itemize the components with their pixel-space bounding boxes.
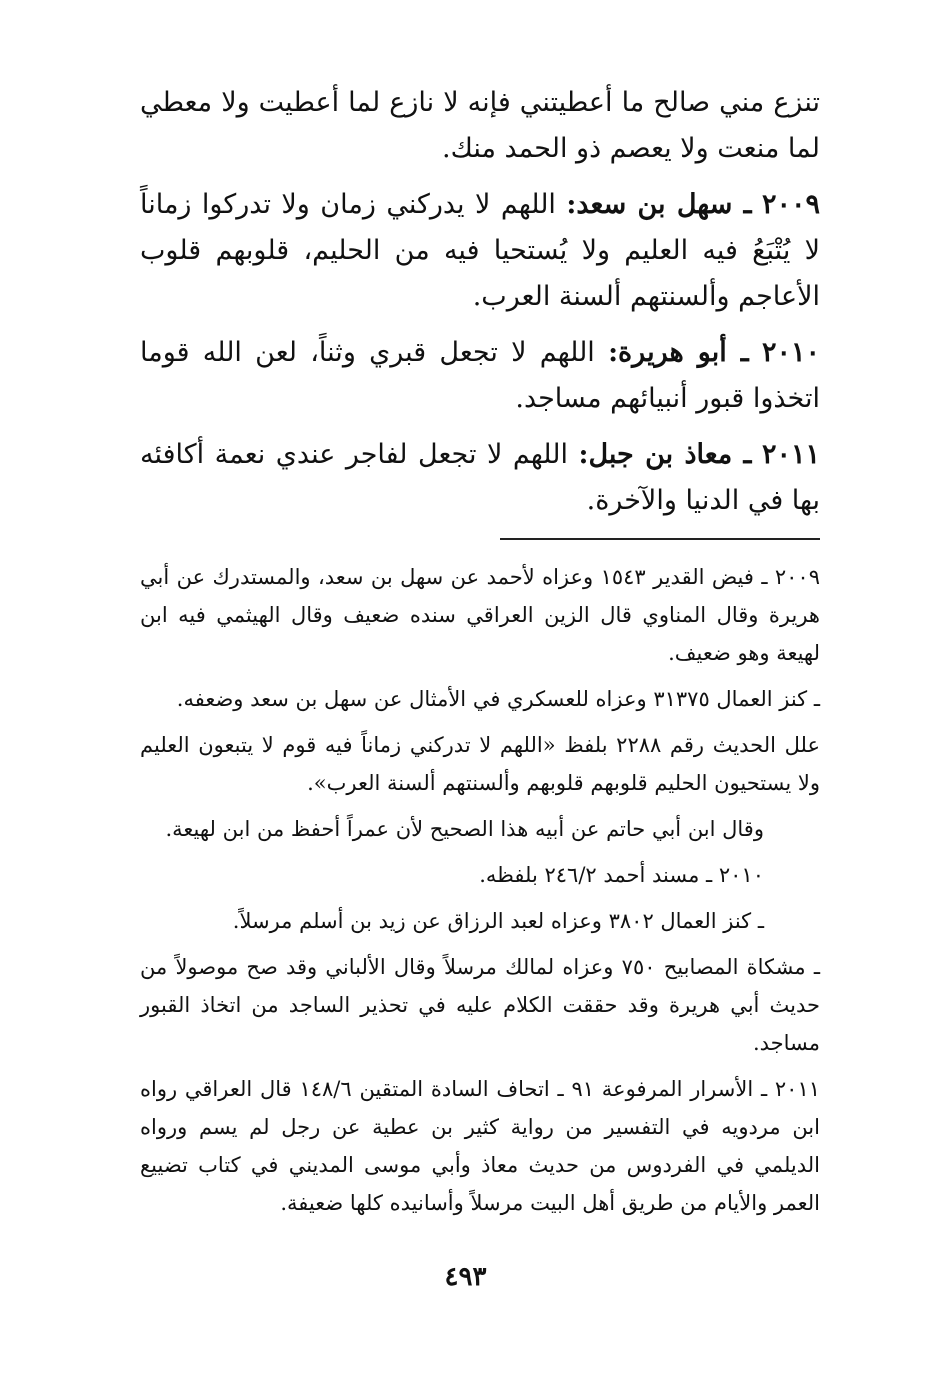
footnote: ٢٠٠٩ ـ فيض القدير ١٥٤٣ وعزاه لأحمد عن سهل بن سعد، والمستدرك عن أبي هريرة وقال المناوي قال الزين العراقي سنده ضعيف وقال الهيثمي فيه ابن لهيعة وهو ضعيف. (140, 565, 820, 665)
footnote: ٢٠١١ ـ الأسرار المرفوعة ٩١ ـ اتحاف السادة المتقين ١٤٨/٦ قال العراقي رواه ابن مردويه في التفسير من رواية كثير بن عطية عن رجل لم يسم ورواه الديلمي في الفردوس من حديث معاذ وأبي موسى المديني في كتاب تضييع العمر والأيام من طريق أهل البيت مرسلاً وأسانيده كلها ضعيفة. (140, 1077, 821, 1215)
footnote: ـ كنز العمال ٣١٣٧٥ وعزاه للعسكري في الأمثال عن سهل بن سعد وضعفه. (176, 687, 820, 711)
footnote: ٢٠١٠ ـ مسند أحمد ٢٤٦/٢ بلفظه. (479, 863, 764, 887)
narrator-name: ـ أبو هريرة: (608, 337, 749, 368)
hadith-text: اللهم لا تجعل قبري وثناً، لعن الله قوما اتخذوا قبور أنبيائهم مساجد. (140, 337, 820, 414)
hadith-number: ٢٠١١ (761, 439, 820, 470)
footnote: وقال ابن أبي حاتم عن أبيه هذا الصحيح لأن عمراً أحفظ من ابن لهيعة. (165, 817, 764, 841)
hadith-2010 (140, 330, 820, 422)
main-text: تنزع مني صالح ما أعطيتني فإنه لا نازع لما أعطيت ولا معطي لما منعت ولا يعصم ذو الحمد منك. (140, 87, 820, 164)
footnote: علل الحديث رقم ٢٢٨٨ بلفظ «اللهم لا تدركني زماناً فيه قوم لا يتبعون العليم ولا يستحيون الحليم قلوبهم قلوبهم وألسنتهم ألسنة العرب». (140, 733, 820, 795)
hadith-text: اللهم لا يدركني زمان ولا تدركوا زماناً لا يُتْبَعُ فيه العليم ولا يُستحيا فيه من الحليم، قلوبهم قلوب الأعاجم وألسنتهم ألسنة العرب. (140, 189, 820, 312)
page-body (140, 80, 820, 1230)
footnote-separator (500, 538, 820, 540)
narrator-name: ـ سهل بن سعد: (566, 189, 752, 220)
footnote: ـ مشكاة المصابيح ٧٥٠ وعزاه لمالك مرسلاً وقال الألباني وقد صح موصولاً من حديث أبي هريرة وقد حققت الكلام عليه في تحذير الساجد من اتخاذ القبور مساجد. (140, 955, 820, 1055)
page-number: ٤٩٣ (444, 1262, 487, 1292)
main-paragraph-continuation (140, 80, 820, 172)
hadith-number: ٢٠٠٩ (762, 189, 821, 220)
footnote: ـ كنز العمال ٣٨٠٢ وعزاه لعبد الرزاق عن زيد بن أسلم مرسلاً. (232, 909, 764, 933)
hadith-number: ٢٠١٠ (761, 337, 820, 368)
narrator-name: ـ معاذ بن جبل: (578, 439, 752, 470)
hadith-text: اللهم لا تجعل لفاجر عندي نعمة أكافئه بها في الدنيا والآخرة. (140, 439, 820, 516)
hadith-2011 (140, 432, 820, 524)
hadith-2009 (140, 182, 820, 320)
